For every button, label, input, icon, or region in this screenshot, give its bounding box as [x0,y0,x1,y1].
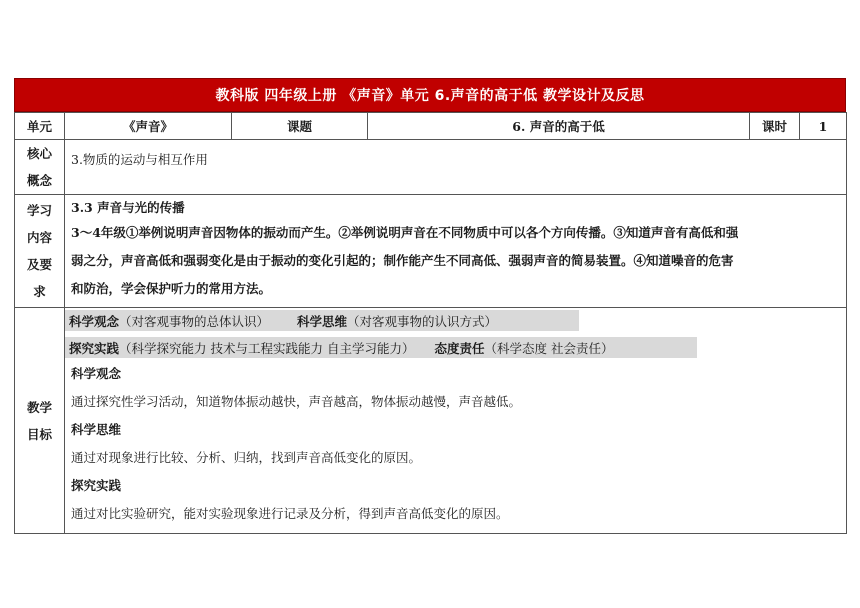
core-row [15,140,847,195]
header-row [15,113,847,140]
objective-text: 通过对现象进行比较、分析、归纳，找到声音高低变化的原因。 [71,450,422,465]
competency-name: 探究实践 [69,340,120,356]
core-label-line: 核心 [26,146,52,161]
competency-name: 态度责任 [434,340,485,356]
lesson-value: 6. 声音的高于低 [368,113,750,140]
competency-desc: （对客观事物的总体认识） [119,313,270,329]
objectives-content [65,308,847,534]
unit-label: 单元 [15,113,65,140]
lesson-plan-sheet [14,78,846,534]
competency-desc: （科学探究能力 技术与工程实践能力 自主学习能力） [119,340,415,356]
requirements-label-line: 内容 [26,230,52,245]
objectives-label-line: 目标 [26,426,52,442]
lesson-label: 课题 [232,113,368,140]
requirements-label-line: 及要 [26,257,52,272]
requirements-line: 弱之分，声音高低和强弱变化是由于振动的变化引起的；制作能产生不同高低、强弱声音的简易装置。④知道噪音的危害 [71,253,734,268]
objectives-row [15,308,847,534]
requirements-line: 3～4年级①举例说明声音因物体的振动而产生。②举例说明声音在不同物质中可以各个方向传播。③知道声音有高低和强 [71,225,739,240]
objectives-label [15,308,65,534]
objective-heading: 科学观念 [71,366,122,381]
requirements-line: 和防治，学会保护听力的常用方法。 [71,281,272,296]
objective-text: 通过对比实验研究，能对实验现象进行记录及分析，得到声音高低变化的原因。 [71,506,509,521]
requirements-label-line: 学习 [26,203,52,218]
lesson-table [14,112,847,534]
competency-highlight-2 [65,337,697,358]
unit-value: 《声音》 [65,113,232,140]
objective-heading: 探究实践 [71,478,122,493]
competency-desc: （科学态度 社会责任） [484,340,614,356]
requirements-line: 3.3 声音与光的传播 [71,200,185,215]
objectives-label-line: 教学 [26,399,52,415]
requirements-label-line: 求 [33,284,46,299]
competency-desc: （对客观事物的认识方式） [347,313,498,329]
core-label [15,140,65,195]
hours-label: 课时 [750,113,800,140]
requirements-content [65,195,847,308]
objective-text: 通过探究性学习活动，知道物体振动越快，声音越高，物体振动越慢，声音越低。 [71,394,522,409]
requirements-label [15,195,65,308]
core-label-line: 概念 [26,173,52,188]
competency-highlight-1 [65,310,579,331]
document-title: 教科版 四年级上册 《声音》单元 6.声音的高于低 教学设计及反思 [14,78,846,112]
core-value: 3.物质的运动与相互作用 [65,140,847,195]
competency-name: 科学观念 [69,313,120,329]
objective-heading: 科学思维 [71,422,122,437]
hours-value: 1 [800,113,847,140]
competency-name: 科学思维 [297,313,348,329]
requirements-row [15,195,847,308]
